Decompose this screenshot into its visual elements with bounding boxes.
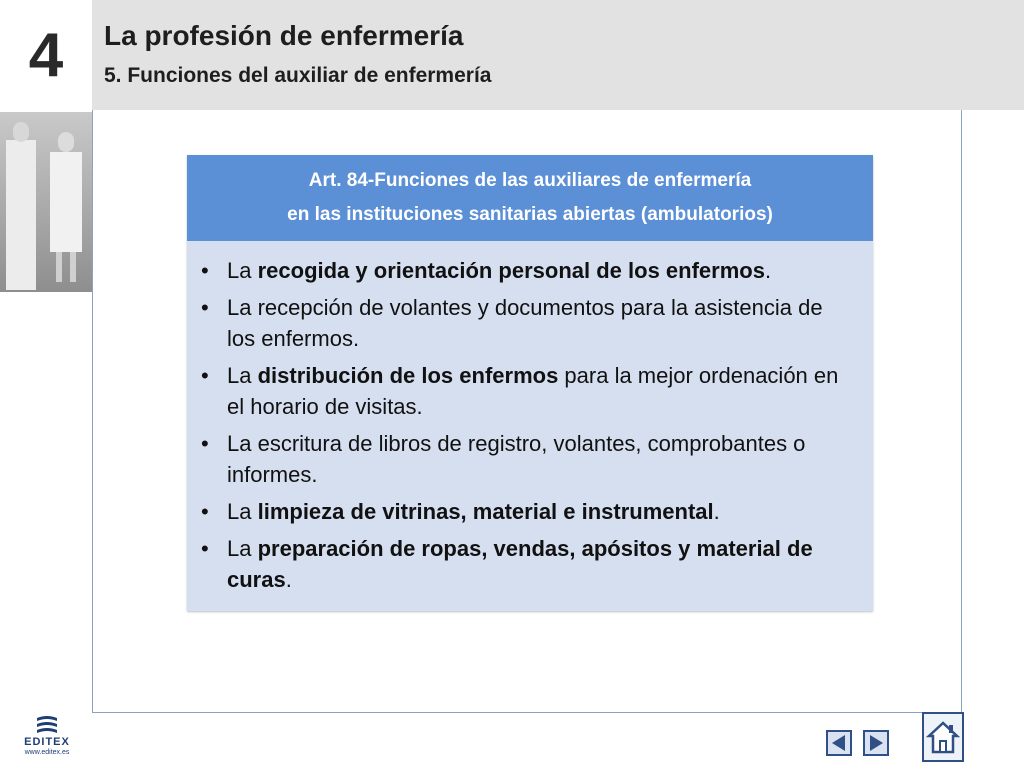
functions-list [187,241,873,595]
list-item: • La distribución de los enfermos para la mejor ordenación en el horario de visitas. [201,360,851,422]
page-title: La profesión de enfermería [104,20,464,51]
card-title-line1: Art. 84-Funciones de las auxiliares de enfermería [308,170,752,191]
editex-logo [16,714,78,762]
next-button[interactable] [863,730,889,756]
editex-logo-icon [33,714,61,736]
nurses-photo [0,112,92,292]
card-header [187,155,873,241]
home-icon [924,714,962,760]
triangle-left-icon [828,732,850,754]
logo-url: www.editex.es [24,749,70,756]
list-item: • La recogida y orientación personal de los enfermos. [201,255,851,286]
header-band [92,0,1024,110]
logo-name: EDITEX [24,736,70,748]
triangle-right-icon [865,732,887,754]
chapter-number: 4 [28,20,64,90]
card-title-line2: en las instituciones sanitarias abiertas (ambulatorios) [287,204,773,225]
functions-card [187,155,873,611]
list-item: • La preparación de ropas, vendas, apósitos y material de curas. [201,533,851,595]
previous-button[interactable] [826,730,852,756]
list-item: • La limpieza de vitrinas, material e instrumental. [201,496,851,527]
list-item: • La recepción de volantes y documentos para la asistencia de los enfermos. [201,292,851,354]
page-subtitle: 5. Funciones del auxiliar de enfermería [104,64,492,87]
list-item: • La escritura de libros de registro, volantes, comprobantes o informes. [201,428,851,490]
home-button[interactable] [922,712,964,762]
